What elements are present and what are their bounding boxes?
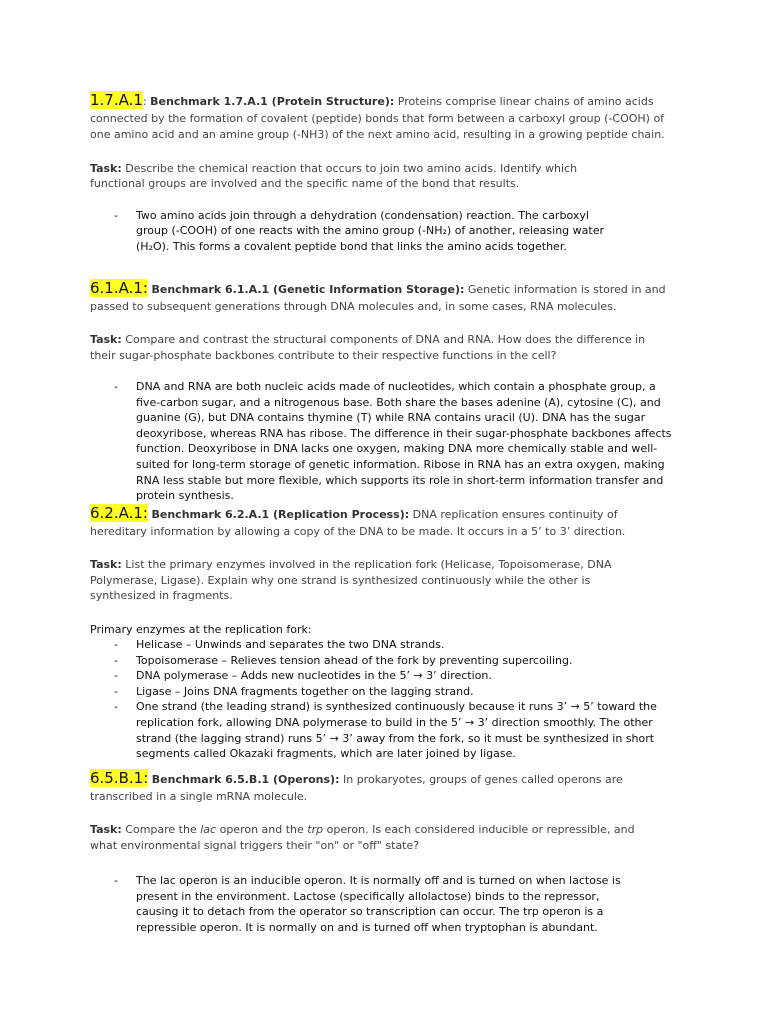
task-label: Task:	[90, 558, 122, 571]
list-item: - Two amino acids join through a dehydration (condensation) reaction. The carboxyl group (-COOH) of one reacts with the amino group (-NH₂) of another, releasing water (H₂O). This forms a covalent peptide bond that links the amino acids together.	[90, 208, 605, 255]
benchmark-title: Benchmark 6.1.A.1 (Genetic Information Storage):	[151, 283, 465, 296]
answer-list	[90, 637, 680, 762]
benchmark-code: 6.2.A.1:	[90, 504, 148, 522]
section-6-5-b-1	[90, 770, 680, 935]
task-text: List the primary enzymes involved in the replication fork (Helicase, Topoisomerase, DNA Polymerase, Ligase). Explain why one strand is synthesized continuously while the other is synthesized in fragments.	[90, 558, 612, 602]
list-item: - One strand (the leading strand) is synthesized continuously because it runs 3’ → 5’ toward the replication fork, allowing DNA polymerase to build in the 5’ → 3’ direction smoothly. The other strand (the lagging strand) runs 5’ → 3’ away from the fork, so it must be synthesized in short segments called Okazaki fragments, which are later joined by ligase.	[90, 699, 680, 761]
task-paragraph	[90, 822, 645, 853]
benchmark-code: 6.5.B.1:	[90, 769, 149, 787]
answer-list	[90, 379, 680, 504]
benchmark-title: Benchmark 1.7.A.1 (Protein Structure):	[150, 95, 395, 108]
benchmark-statement: Genetic information is stored in and passed to subsequent generations through DNA molecules and, in some cases, RNA molecules.	[90, 283, 666, 313]
enzyme-list-intro: Primary enzymes at the replication fork:	[90, 622, 312, 636]
list-item: - Helicase – Unwinds and separates the two DNA strands.	[90, 637, 680, 653]
list-item: - Ligase – Joins DNA fragments together on the lagging strand.	[90, 684, 680, 700]
section-1-7-a-1	[90, 92, 680, 254]
list-item: - DNA polymerase – Adds new nucleotides in the 5’ → 3’ direction.	[90, 668, 680, 684]
benchmark-statement: Proteins comprise linear chains of amino acids connected by the formation of covalent (peptide) bonds that form between a carboxyl group (-COOH) of one amino acid and an amine group (-NH3) of the next amino acid, resulting in a growing peptide chain.	[90, 95, 665, 141]
section-6-2-a-1	[90, 505, 680, 762]
task-text: Describe the chemical reaction that occurs to join two amino acids. Identify which functional groups are involved and the specific name of the bond that results.	[90, 161, 578, 190]
task-label: Task:	[90, 161, 122, 175]
task-label: Task:	[90, 823, 122, 836]
benchmark-heading	[90, 280, 670, 315]
list-item: - DNA and RNA are both nucleic acids made of nucleotides, which contain a phosphate group, a five-carbon sugar, and a nitrogenous base. Both share the bases adenine (A), cytosine (C), and guanine (G), but DNA contains thymine (T) while RNA contains uracil (U). DNA has the sugar deoxyribose, whereas RNA has ribose. The difference in their sugar-phosphate backbones affects function. Deoxyribose in DNA lacks one oxygen, making DNA more chemically stable and well-suited for long-term storage of genetic information. Ribose in RNA has an extra oxygen, making RNA less stable but more flexible, which supports its role in short-term information transfer and protein synthesis.	[90, 379, 680, 504]
task-text-trp: trp	[307, 823, 324, 836]
task-paragraph	[90, 557, 650, 604]
benchmark-title: Benchmark 6.2.A.1 (Replication Process):	[151, 508, 410, 521]
benchmark-heading	[90, 505, 650, 540]
answer-list	[90, 873, 635, 935]
benchmark-code: 6.1.A.1:	[90, 279, 148, 297]
list-item: - Topoisomerase – Relieves tension ahead of the fork by preventing supercoiling.	[90, 653, 680, 669]
list-item: - The lac operon is an inducible operon. It is normally off and is turned on when lactose is present in the environment. Lactose (specifically allolactose) binds to the repressor, causing it to detach from the operator so transcription can occur. The trp operon is a repressible operon. It is normally on and is turned off when tryptophan is abundant.	[90, 873, 635, 935]
benchmark-statement: In prokaryotes, groups of genes called operons are transcribed in a single mRNA molecule.	[90, 773, 623, 803]
task-paragraph	[90, 161, 610, 192]
task-label: Task:	[90, 333, 122, 346]
benchmark-code: 1.7.A.1	[90, 91, 143, 109]
task-text-3: operon. Is each considered inducible or repressible, and what environmental signal triggers their "on" or "off" state?	[90, 823, 635, 852]
benchmark-title: Benchmark 6.5.B.1 (Operons):	[151, 773, 340, 786]
task-text-2: operon and the	[216, 823, 308, 836]
benchmark-heading	[90, 770, 650, 805]
benchmark-statement: DNA replication ensures continuity of hereditary information by allowing a copy of the DNA to be made. It occurs in a 5’ to 3’ direction.	[90, 508, 626, 538]
task-text-lac: lac	[200, 823, 217, 836]
section-6-1-a-1	[90, 280, 680, 504]
task-text-1: Compare the	[125, 823, 201, 836]
benchmark-heading: 1.7.A.1: Benchmark 1.7.A.1 (Protein Structure): Proteins comprise linear chains of amino acids connected by the formation of covalent (peptide) bonds that form between a carboxyl group (-COOH) of one amino acid and an amine group (-NH3) of the next amino acid, resulting in a growing peptide chain.	[90, 91, 665, 141]
task-paragraph	[90, 332, 670, 363]
answer-list	[90, 208, 605, 255]
task-text: Compare and contrast the structural components of DNA and RNA. How does the difference in their sugar-phosphate backbones contribute to their respective functions in the cell?	[90, 333, 646, 362]
